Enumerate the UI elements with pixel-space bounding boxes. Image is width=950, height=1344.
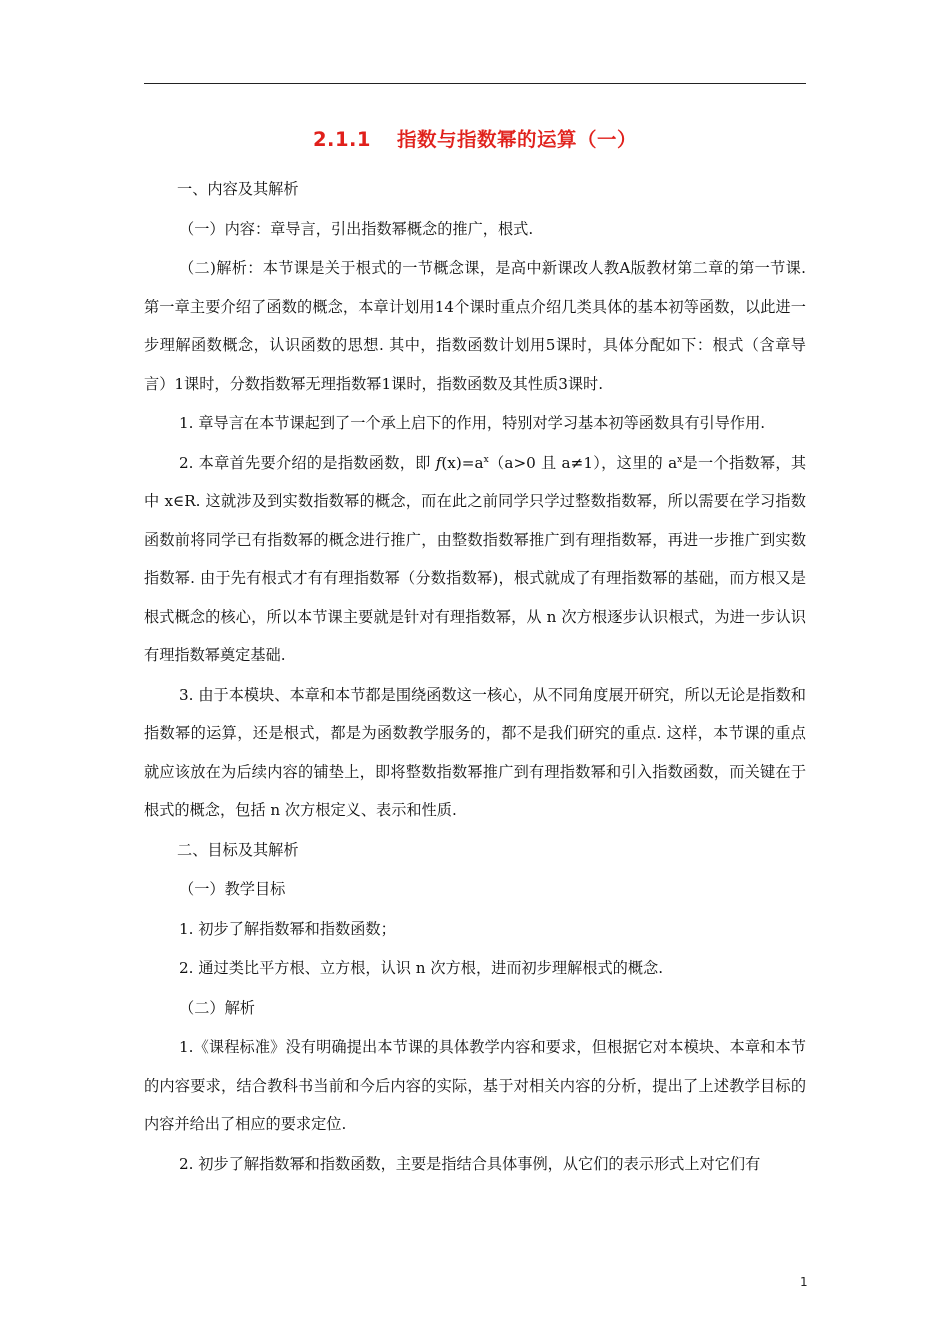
document-body xyxy=(144,170,806,1184)
header-rule xyxy=(144,83,806,84)
goal-item-2: 2. 通过类比平方根、立方根，认识 n 次方根，进而初步理解根式的概念. xyxy=(179,959,664,977)
analysis-item-2: 2. 初步了解指数幂和指数函数，主要是指结合具体事例，从它们的表示形式上对它们有 xyxy=(179,1154,761,1173)
page-title xyxy=(0,124,950,152)
page-number: 1 xyxy=(800,1275,808,1289)
analysis-item-1: 1.《课程标准》没有明确提出本节课的具体教学内容和要求，但根据它对本模块、本章和本节的内容要求，结合教科书当前和今后内容的实际，基于对相关内容的分析，提出了上述教学目标的内容并给出了相应的要求定位. xyxy=(144,1038,806,1133)
section-heading-goals: 二、目标及其解析 xyxy=(177,840,299,859)
paragraph-analysis: （二)解析：本节课是关于根式的一节概念课，是高中新课改人教A版教材第二章的第一节课. 第一章主要介绍了函数的概念，本章计划用14个课时重点介绍几类具体的基本初等函数，以此进一步理解函数概念，认识函数的思想. 其中，指数函数计划用5课时，具体分配如下：根式（含章导言）1课时，分数指数幂无理指数幂1课时，指数函数及其性质3课时. xyxy=(144,259,806,393)
section-number: 2.1.1 xyxy=(312,128,371,151)
paragraph-item-2: 2. 本章首先要介绍的是指数函数，即 $f(x)=a^x(a>0$ 且 a≠1），这里的 $a^x$是一个指数幂，其中 x∈R. 这就涉及到实数指数幂的概念，而在此之前同学只学过整数指数幂，所以需要在学习指数函数前将同学已有指数幂的概念进行推广，由整数指数幂推广到有理指数幂，再进一步推广到实数指数幂. 由于先有根式才有有理指数幂（分数指数幂)，根式就成了有理指数幂的基础，而方根又是根式概念的核心，所以本节课主要就是针对有理指数幂，从 n 次方根逐步认识根式，为进一步认识有理指数幂奠定基础. xyxy=(144,453,806,664)
paragraph-goal-analysis: （二）解析 xyxy=(179,998,255,1017)
section-heading-content: 一、内容及其解析 xyxy=(177,180,299,198)
paragraph-content: （一）内容：章导言，引出指数幂概念的推广，根式. xyxy=(179,219,534,238)
paragraph-item-1: 1. 章导言在本节课起到了一个承上启下的作用，特别对学习基本初等函数具有引导作用. xyxy=(179,414,766,432)
paragraph-item-3: 3. 由于本模块、本章和本节都是围绕函数这一核心，从不同角度展开研究，所以无论是指数和指数幂的运算，还是根式，都是为函数教学服务的，都不是我们研究的重点. 这样，本节课的重点就应该放在为后续内容的铺垫上，即将整数指数幂推广到有理指数幂和引入指数函数，而关键在于根式的概念，包括 n 次方根定义、表示和性质. xyxy=(144,685,806,819)
paragraph-teaching-goals: （一）教学目标 xyxy=(179,880,286,898)
title-text: 指数与指数幂的运算（一） xyxy=(397,128,638,151)
goal-item-1: 1. 初步了解指数幂和指数函数； xyxy=(179,919,396,938)
